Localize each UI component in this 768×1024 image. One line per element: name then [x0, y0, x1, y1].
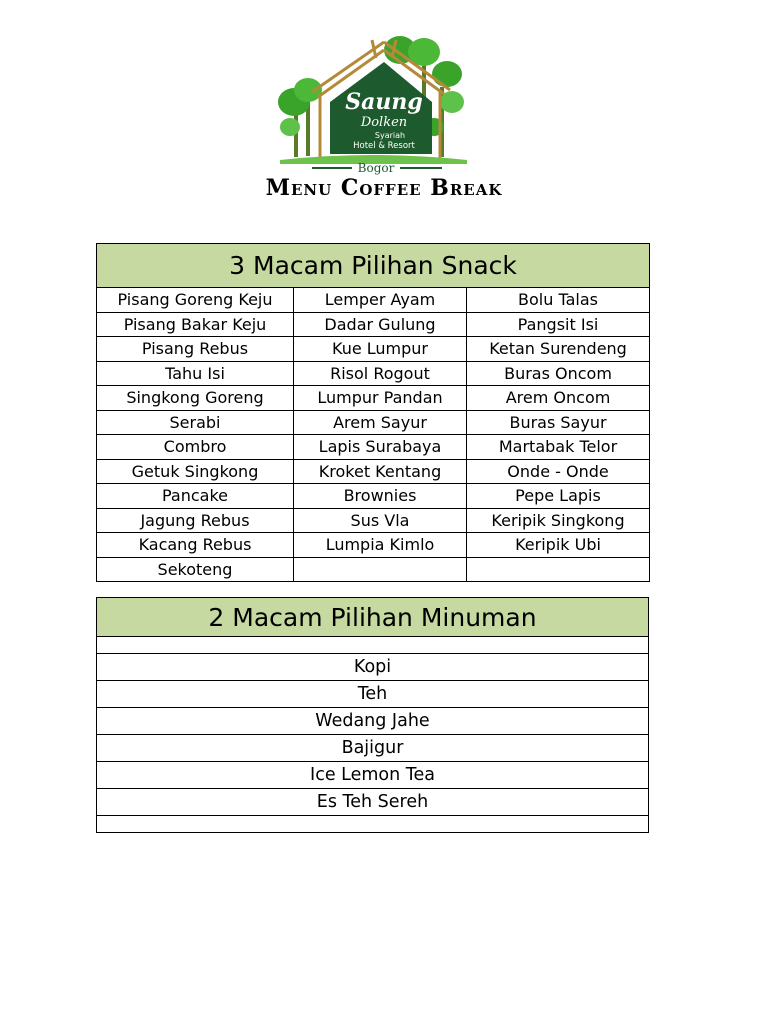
snack-cell: Risol Rogout	[294, 361, 467, 386]
snack-cell: Getuk Singkong	[97, 459, 294, 484]
table-row	[97, 435, 650, 460]
hotel-logo	[272, 32, 472, 177]
snack-cell: Lumpur Pandan	[294, 386, 467, 411]
snack-cell: Sus Vla	[294, 508, 467, 533]
drink-header-row	[97, 598, 649, 637]
snack-cell: Ketan Surendeng	[467, 337, 650, 362]
snack-cell: Buras Oncom	[467, 361, 650, 386]
menu-title: Menu Coffee Break	[265, 175, 503, 201]
table-row	[97, 361, 650, 386]
snack-cell: Tahu Isi	[97, 361, 294, 386]
snack-cell: Pisang Bakar Keju	[97, 312, 294, 337]
logo-name: Saung	[345, 89, 423, 115]
snack-cell: Arem Oncom	[467, 386, 650, 411]
table-row	[97, 508, 650, 533]
snack-cell: Sekoteng	[97, 557, 294, 582]
snack-cell: Keripik Ubi	[467, 533, 650, 558]
spacer-row	[97, 816, 649, 833]
snack-cell: Kroket Kentang	[294, 459, 467, 484]
snack-table	[96, 243, 650, 582]
drink-table	[96, 597, 649, 833]
table-row	[97, 410, 650, 435]
drink-header: 2 Macam Pilihan Minuman	[97, 598, 649, 637]
table-row	[97, 789, 649, 816]
snack-header: 3 Macam Pilihan Snack	[97, 244, 650, 288]
snack-cell: Singkong Goreng	[97, 386, 294, 411]
snack-cell	[294, 557, 467, 582]
snack-header-row	[97, 244, 650, 288]
snack-cell: Kacang Rebus	[97, 533, 294, 558]
snack-cell: Pepe Lapis	[467, 484, 650, 509]
snack-cell: Pisang Rebus	[97, 337, 294, 362]
snack-cell: Dadar Gulung	[294, 312, 467, 337]
empty-cell	[97, 816, 649, 833]
table-row	[97, 312, 650, 337]
table-row	[97, 681, 649, 708]
table-row	[97, 654, 649, 681]
logo-hotel-resort: Hotel & Resort	[353, 141, 415, 151]
logo-syariah: Syariah	[374, 131, 406, 140]
table-row	[97, 557, 650, 582]
drink-cell: Wedang Jahe	[97, 708, 649, 735]
table-row	[97, 386, 650, 411]
snack-cell	[467, 557, 650, 582]
snack-cell: Pangsit Isi	[467, 312, 650, 337]
drink-cell: Teh	[97, 681, 649, 708]
drink-cell: Bajigur	[97, 735, 649, 762]
logo-subname: Dolken	[360, 115, 408, 130]
snack-cell: Serabi	[97, 410, 294, 435]
snack-cell: Onde - Onde	[467, 459, 650, 484]
snack-cell: Jagung Rebus	[97, 508, 294, 533]
spacer-row	[97, 637, 649, 654]
table-row	[97, 735, 649, 762]
table-row	[97, 337, 650, 362]
table-row	[97, 533, 650, 558]
snack-cell: Lemper Ayam	[294, 288, 467, 313]
snack-cell: Bolu Talas	[467, 288, 650, 313]
drink-cell: Ice Lemon Tea	[97, 762, 649, 789]
table-row	[97, 459, 650, 484]
drink-cell: Kopi	[97, 654, 649, 681]
snack-cell: Keripik Singkong	[467, 508, 650, 533]
snack-cell: Brownies	[294, 484, 467, 509]
table-row	[97, 288, 650, 313]
table-row	[97, 484, 650, 509]
snack-cell: Arem Sayur	[294, 410, 467, 435]
logo-location: Bogor	[357, 161, 395, 175]
empty-cell	[97, 637, 649, 654]
snack-cell: Pancake	[97, 484, 294, 509]
snack-cell: Lapis Surabaya	[294, 435, 467, 460]
snack-cell: Martabak Telor	[467, 435, 650, 460]
drink-cell: Es Teh Sereh	[97, 789, 649, 816]
snack-cell: Combro	[97, 435, 294, 460]
snack-cell: Buras Sayur	[467, 410, 650, 435]
table-row	[97, 762, 649, 789]
table-row	[97, 708, 649, 735]
snack-cell: Lumpia Kimlo	[294, 533, 467, 558]
snack-cell: Kue Lumpur	[294, 337, 467, 362]
snack-cell: Pisang Goreng Keju	[97, 288, 294, 313]
